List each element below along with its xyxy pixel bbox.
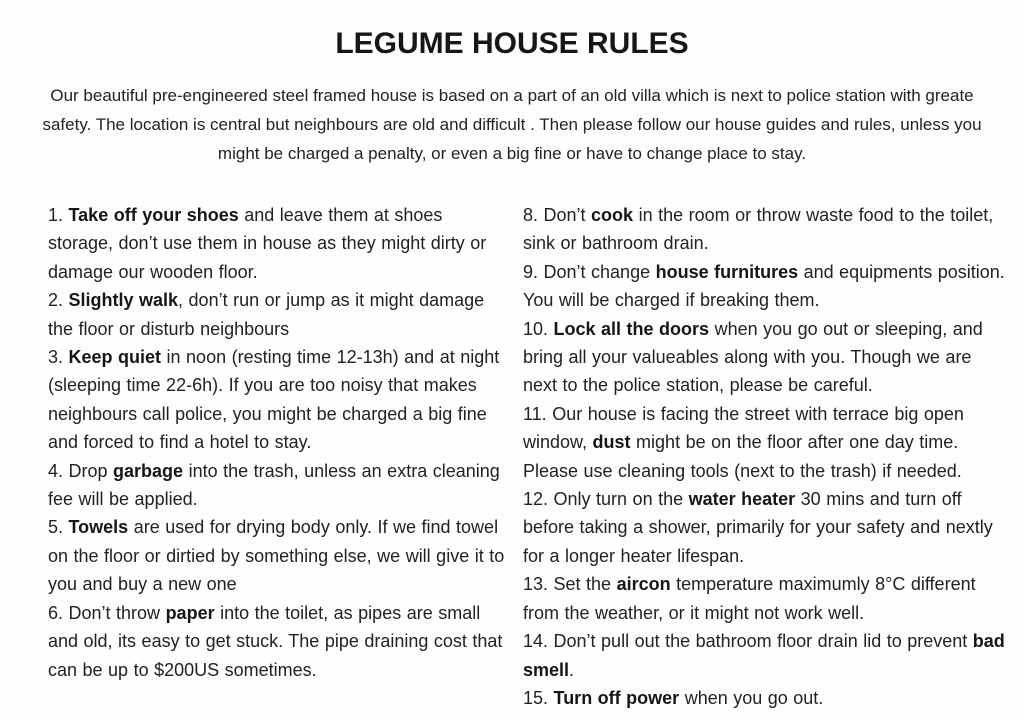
- rule-text: when you go out or sleeping, and bring all your valueables along with you. Though we are next to the police station, please be careful.: [523, 318, 983, 396]
- intro-paragraph: Our beautiful pre-engineered steel framed house is based on a part of an old villa which is next to police station with greate safety. The location is central but neighbours are old and difficult . Then please follow our house guides and rules, unless you might be charged a penalty, or even a big fine or have to change place to stay.: [42, 86, 982, 163]
- rule-text: 12. Only turn on the: [523, 489, 689, 510]
- rule-keyword: paper: [165, 602, 215, 623]
- rule-item-9: [523, 258, 1009, 315]
- rule-keyword: Lock all the doors: [553, 318, 710, 339]
- rule-text: 9. Don’t change: [523, 261, 656, 282]
- rule-text: 11. Our house is facing the street with terrace big open window,: [523, 403, 964, 453]
- rule-text: in the room or throw waste food to the toilet, sink or bathroom drain.: [523, 205, 994, 254]
- rule-text: 6. Don’t throw: [48, 602, 166, 623]
- rule-text: might be on the floor after one day time. Please use cleaning tools (next to the trash) if needed.: [523, 432, 962, 481]
- rule-text: 5.: [48, 517, 69, 538]
- rule-keyword: cook: [591, 205, 634, 225]
- rule-text: 4. Drop: [48, 460, 114, 481]
- rule-keyword: Take off your shoes: [68, 205, 239, 225]
- rule-item-6: [48, 599, 510, 684]
- rule-text: , don’t run or jump as it might damage the floor or disturb neighbours: [48, 290, 485, 339]
- rule-item-3: [48, 343, 510, 457]
- rule-item-2: [48, 286, 510, 343]
- rule-text: 15.: [523, 687, 554, 708]
- rule-text: 3.: [48, 347, 69, 368]
- rule-keyword: Slightly walk: [68, 290, 179, 311]
- rule-item-12: [523, 485, 1009, 570]
- rule-keyword: water heater: [688, 489, 796, 510]
- rule-item-10: [523, 315, 1009, 400]
- rule-keyword: garbage: [113, 460, 184, 481]
- rule-keyword: bad smell: [523, 631, 1005, 680]
- rule-item-8: [523, 201, 1009, 258]
- rules-column-left: [48, 201, 510, 712]
- rule-text: are used for drying body only. If we find towel on the floor or dirtied by something else, we will give it to you and buy a new one: [48, 517, 505, 595]
- rule-item-14: [523, 627, 1009, 684]
- rule-item-5: [48, 513, 510, 598]
- rule-text: 1.: [48, 205, 69, 225]
- rules-column-right: [523, 201, 1009, 712]
- rule-text: into the trash, unless an extra cleaning fee will be applied.: [48, 460, 500, 510]
- rule-keyword: Keep quiet: [68, 347, 162, 368]
- rule-text: 8. Don’t: [523, 205, 592, 225]
- rule-item-15: [523, 684, 1009, 712]
- rule-text: 2.: [48, 290, 69, 311]
- rule-text: 30 mins and turn off before taking a shower, primarily for your safety and nextly for a longer heater lifespan.: [523, 489, 993, 566]
- rule-text: and equipments position. You will be charged if breaking them.: [523, 261, 1005, 311]
- rule-text: 14. Don’t pull out the bathroom floor drain lid to prevent: [523, 631, 973, 652]
- rule-item-13: [523, 570, 1009, 627]
- rule-text: into the toilet, as pipes are small and old, its easy to get stuck. The pipe draining cost that can be up to $200US sometimes.: [48, 602, 503, 680]
- rule-text: and leave them at shoes storage, don’t use them in house as they might dirty or damage our wooden floor.: [48, 205, 487, 282]
- rule-text: 10.: [523, 318, 554, 339]
- rule-text: when you go out.: [679, 687, 824, 708]
- page-title: LEGUME HOUSE RULES: [335, 27, 689, 60]
- rule-text: temperature maximumly 8°C different from the weather, or it might not work well.: [523, 574, 976, 623]
- rule-keyword: Towels: [68, 517, 129, 538]
- rule-text: 13. Set the: [523, 574, 617, 595]
- rule-item-4: [48, 457, 510, 514]
- rule-text: in noon (resting time 12-13h) and at night (sleeping time 22-6h). If you are too noisy that makes neighbours call police, you might be charged a big fine and forced to find a hotel to stay.: [48, 347, 500, 453]
- rule-keyword: aircon: [616, 574, 671, 595]
- rule-keyword: house furnitures: [655, 261, 799, 282]
- rule-keyword: dust: [592, 432, 631, 453]
- rule-item-11: [523, 400, 1009, 485]
- rule-text: .: [569, 659, 575, 680]
- rule-keyword: Turn off power: [553, 687, 680, 708]
- rules-columns: [48, 201, 1024, 712]
- rule-item-1: [48, 201, 510, 286]
